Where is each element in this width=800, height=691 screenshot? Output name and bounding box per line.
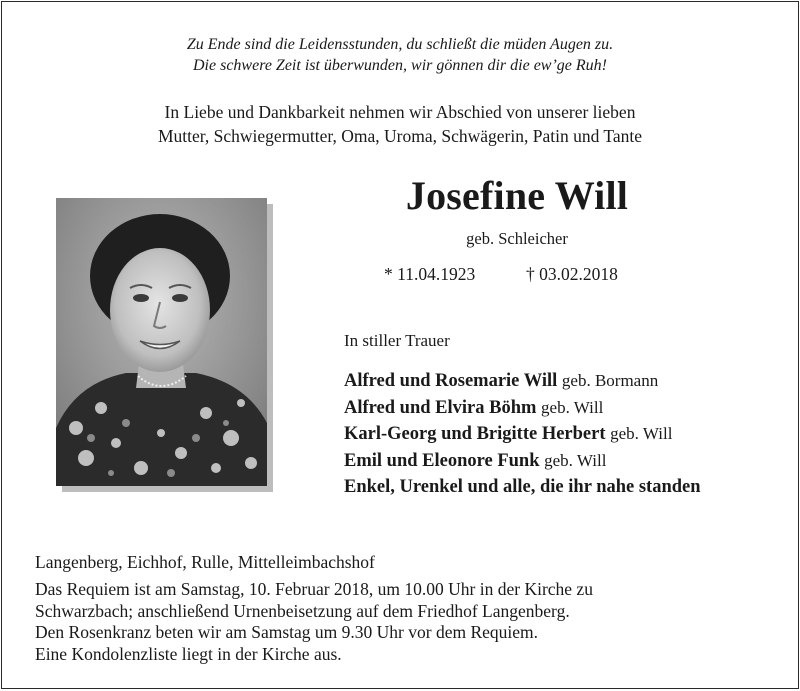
mourner-note: geb. Will xyxy=(544,450,607,470)
obituary-notice xyxy=(1,1,799,689)
death-date: † 03.02.2018 xyxy=(526,264,618,284)
service-details xyxy=(35,579,593,665)
mourner-entry xyxy=(344,448,701,475)
mourner-names: Enkel, Urenkel und alle, die ihr nahe standen xyxy=(344,477,701,497)
poem-line-1: Zu Ende sind die Leidensstunden, du schließt die müden Augen zu. xyxy=(186,36,614,53)
mourner-entry xyxy=(344,474,701,501)
details-line: Schwarzbach; anschließend Urnenbeisetzung auf dem Friedhof Langenberg. xyxy=(35,600,570,621)
portrait-illustration xyxy=(56,198,267,486)
maiden-name: geb. Schleicher xyxy=(466,229,568,248)
mourning-intro: In stiller Trauer xyxy=(344,331,450,350)
mourner-names: Alfred und Elvira Böhm xyxy=(344,397,537,418)
farewell-line-1: In Liebe und Dankbarkeit nehmen wir Abschied von unserer lieben xyxy=(164,102,636,122)
mourner-entry xyxy=(344,421,701,448)
mourner-names: Emil und Eleonore Funk xyxy=(344,450,540,471)
details-line: Das Requiem ist am Samstag, 10. Februar 2018, um 10.00 Uhr in der Kirche zu xyxy=(35,579,593,599)
farewell-line-2: Mutter, Schwiegermutter, Oma, Uroma, Schwägerin, Patin und Tante xyxy=(157,126,643,146)
details-line: Eine Kondolenzliste liegt in der Kirche aus. xyxy=(35,643,342,664)
mourner-note: geb. Will xyxy=(610,424,673,443)
mourner-entry xyxy=(344,395,701,422)
mourner-note: geb. Will xyxy=(541,397,604,417)
mourner-names: Karl-Georg und Brigitte Herbert xyxy=(344,424,606,444)
mourner-note: geb. Bormann xyxy=(561,371,659,390)
poem-line-2: Die schwere Zeit ist überwunden, wir gönnen dir die ew’ge Ruh! xyxy=(192,57,607,74)
deceased-name: Josefine Will xyxy=(405,173,629,218)
farewell-intro xyxy=(2,100,798,148)
birth-date: * 11.04.1923 xyxy=(384,264,476,284)
mourner-entry xyxy=(344,368,701,395)
portrait-photo xyxy=(56,198,267,486)
mourner-names: Alfred und Rosemarie Will xyxy=(344,371,558,391)
mourners-list xyxy=(344,368,701,501)
details-line: Den Rosenkranz beten wir am Samstag um 9.30 Uhr vor dem Requiem. xyxy=(35,622,539,642)
places-line: Langenberg, Eichhof, Rulle, Mittelleimbachshof xyxy=(35,552,375,572)
poem xyxy=(2,34,798,76)
